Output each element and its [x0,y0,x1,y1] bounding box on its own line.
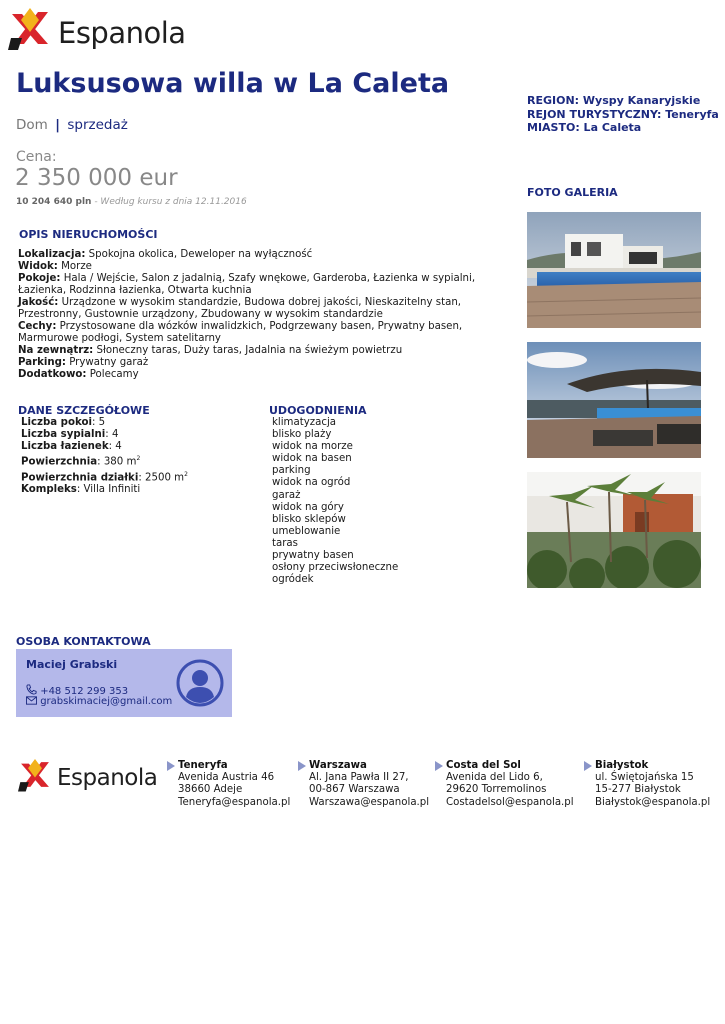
detail-value: : 5 [91,417,106,428]
detail-unit-exponent: 2 [184,470,188,478]
detail-value: : 380 m [97,456,137,468]
amenity-item: garaż [272,489,301,501]
description-value: Spokojna okolica, Deweloper na wyłączność [85,249,313,260]
amenity-item: osłony przeciwsłoneczne [272,562,399,574]
price-label: Cena: [16,149,57,165]
amenity-item: umeblowanie [272,525,341,537]
office-email[interactable]: Białystok@espanola.pl [595,796,711,808]
office-address-line1: Avenida del Lido 6, [446,772,543,784]
detail-value: : Villa Infiniti [76,484,141,496]
office-bialystok [595,760,710,809]
description-value: Hala / Wejście, Salon z jadalnią, Szafy wnękowe, Garderoba, Łazienka w sypialni, Łazienka, Rodzinna łazienka, Otwarta kuchnia [18,273,476,296]
price-pln-value: 10 204 640 pln [16,197,92,207]
footer-logo[interactable] [18,759,157,793]
description-value: Prywatny garaż [65,357,149,368]
description-label: Lokalizacja: [18,249,86,260]
detail-item [21,417,188,429]
amenity-item: blisko sklepów [272,513,346,525]
detail-label: Powierzchnia [21,456,98,468]
description-label: Jakość: [18,297,59,308]
description-value: Słoneczny taras, Duży taras, Jadalnia na świeżym powietrzu [93,345,403,356]
office-city: Teneryfa [178,760,228,771]
office-teneryfa [178,760,290,809]
price-pln [16,197,247,207]
amenity-item: widok na morze [272,441,353,453]
detail-item [21,429,188,441]
arrow-right-icon [435,761,443,771]
page-title: Luksusowa willa w La Caleta [16,68,450,99]
office-warszawa [309,760,429,809]
description-heading: OPIS NIERUCHOMOŚCI [19,228,158,241]
avatar-icon [176,659,224,707]
detail-item [21,469,188,484]
office-address-line1: Avenida Austria 46 [178,772,275,784]
amenities-list [272,417,398,586]
amenity-item: prywatny basen [272,550,354,562]
detail-item [21,484,188,496]
amenity-item: widok na góry [272,501,344,513]
details-heading: DANE SZCZEGÓŁOWE [18,404,150,417]
description-label: Widok: [18,261,58,272]
detail-label: Liczba łazienek [21,441,109,453]
detail-item [21,453,188,468]
arrow-right-icon [167,761,175,771]
contact-phone-number: +48 512 299 353 [40,686,129,697]
contact-email[interactable] [26,696,172,707]
espanola-logo-mark [8,8,52,52]
description-label: Pokoje: [18,273,61,284]
office-city: Białystok [595,760,649,771]
contact-heading: OSOBA KONTAKTOWA [16,635,151,648]
office-address-line2: 38660 Adeje [178,784,243,796]
amenity-item: taras [272,537,298,549]
description-item [18,273,488,297]
office-costa-del-sol [446,760,574,809]
amenity-item: klimatyzacja [272,417,337,428]
breadcrumb [16,117,128,133]
description-item [18,345,488,357]
description-list [18,249,488,381]
price-pln-note: - Według kursu z dnia 12.11.2016 [94,197,247,207]
description-label: Dodatkowo: [18,369,87,380]
description-value: Morze [57,261,92,272]
location-info [527,94,719,135]
location-region: REGION: Wyspy Kanaryjskie [527,94,701,107]
amenity-item: ogródek [272,574,314,586]
description-item [18,369,488,381]
espanola-logo-mark-footer [18,759,52,793]
office-address-line1: Al. Jana Pawła II 27, [309,772,409,784]
description-value: Polecamy [86,369,139,380]
office-city: Warszawa [309,760,367,771]
office-email[interactable]: Costadelsol@espanola.pl [446,796,574,808]
detail-label: Liczba sypialni [21,429,106,441]
gallery-photo-2[interactable] [527,342,701,458]
brand-name: Espanola [58,16,186,50]
gallery-heading: FOTO GALERIA [527,186,618,199]
contact-email-address: grabskimaciej@gmail.com [40,696,173,707]
location-city: MIASTO: La Caleta [527,121,642,134]
contact-name: Maciej Grabski [26,658,118,671]
office-city: Costa del Sol [446,760,521,771]
detail-value: : 4 [105,429,119,441]
breadcrumb-separator: | [55,117,61,133]
description-item [18,321,488,345]
location-tourist-region: REJON TURYSTYCZNY: Teneryfa [527,107,719,121]
breadcrumb-type[interactable]: sprzedaż [67,117,128,133]
detail-label: Powierzchnia działki [21,472,139,484]
detail-value: : 2500 m [138,472,185,484]
amenity-item: widok na basen [272,453,352,465]
phone-icon [26,684,37,695]
breadcrumb-category[interactable]: Dom [16,117,48,133]
gallery-photo-1[interactable] [527,212,701,328]
description-label: Cechy: [18,321,57,332]
gallery-photo-3[interactable] [527,472,701,588]
office-email[interactable]: Warszawa@espanola.pl [309,796,430,808]
arrow-right-icon [584,761,592,771]
amenity-item: widok na ogród [272,477,351,489]
arrow-right-icon [298,761,306,771]
detail-item [21,441,188,453]
price-value: 2 350 000 eur [15,165,178,191]
description-value: Urządzone w wysokim standardzie, Budowa dobrej jakości, Nieskazitelny stan, Przestronny, Gustownie urządzony, Zbudowany w wysokim standardzie [18,297,462,320]
office-email[interactable]: Teneryfa@espanola.pl [178,796,291,808]
amenity-item: blisko plaży [272,429,332,441]
description-item [18,249,488,261]
detail-unit-exponent: 2 [136,455,141,463]
detail-label: Liczba pokoi [21,417,92,428]
amenities-heading: UDOGODNIENIA [269,404,367,417]
description-label: Parking: [18,357,66,368]
amenity-item: parking [272,465,311,477]
description-label: Na zewnątrz: [18,345,94,356]
details-list [21,417,188,496]
detail-label: Kompleks [21,484,77,496]
description-item [18,297,488,321]
detail-value: : 4 [108,441,122,453]
office-address-line2: 29620 Torremolinos [446,784,547,796]
footer-brand-name: Espanola [57,765,158,791]
office-address-line2: 15-277 Białystok [595,784,681,796]
description-item [18,261,488,273]
mail-icon [26,696,37,705]
office-address-line1: ul. Świętojańska 15 [595,772,694,784]
office-address-line2: 00-867 Warszawa [309,784,400,796]
header-logo[interactable] [8,8,186,52]
description-value: Przystosowane dla wózków inwalidzkich, Podgrzewany basen, Prywatny basen, Marmurowe podłogi, System satelitarny [18,321,463,344]
description-item [18,357,488,369]
